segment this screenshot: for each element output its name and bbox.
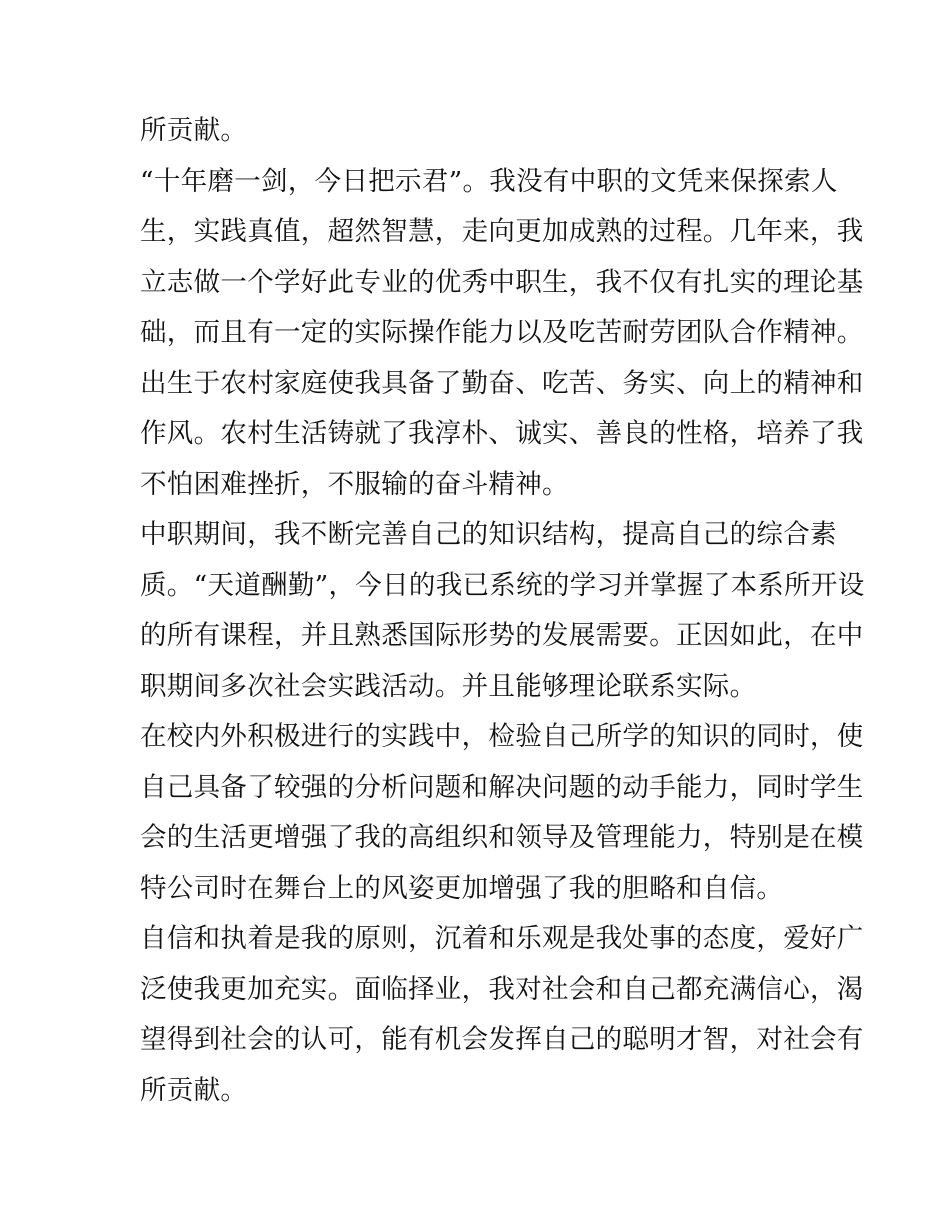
document-body xyxy=(140,106,865,1116)
text-line: “十年磨一剑，今日把示君”。我没有中职的文凭来保探索人 xyxy=(140,165,838,197)
text-line: 立志做一个学好此专业的优秀中职生，我不仅有扎实的理论基 xyxy=(140,266,864,298)
text-line: 所贡献。 xyxy=(140,115,248,146)
text-line: 出生于农村家庭使我具备了勤奋、吃苦、务实、向上的精神和 xyxy=(140,367,864,399)
text-line: 特公司时在舞台上的风姿更加增强了我的胆略和自信。 xyxy=(140,872,784,904)
text-line: 在校内外积极进行的实践中，检验自己所学的知识的同时，使 xyxy=(140,721,864,752)
text-line: 望得到社会的认可，能有机会发挥自己的聪明才智，对社会有 xyxy=(140,1024,864,1055)
text-line: 会的生活更增强了我的高组织和领导及管理能力，特别是在模 xyxy=(140,822,864,853)
text-line: 质。“天道酬勤”，今日的我已系统的学习并掌握了本系所开设 xyxy=(140,569,865,601)
text-line: 作风。农村生活铸就了我淳朴、诚实、善良的性格，培养了我 xyxy=(140,418,864,449)
text-line: 的所有课程，并且熟悉国际形势的发展需要。正因如此，在中 xyxy=(140,620,864,651)
text-line: 础，而且有一定的实际操作能力以及吃苦耐劳团队合作精神。 xyxy=(140,317,864,348)
text-line: 生，实践真值，超然智慧，走向更加成熟的过程。几年来，我 xyxy=(140,216,864,247)
text-line: 职期间多次社会实践活动。并且能够理论联系实际。 xyxy=(140,670,757,702)
text-line: 所贡献。 xyxy=(140,1074,248,1106)
text-line: 泛使我更加充实。面临择业，我对社会和自己都充满信心，渴 xyxy=(140,973,864,1005)
text-line: 自信和执着是我的原则，沉着和乐观是我处事的态度，爱好广 xyxy=(140,923,864,954)
text-line: 中职期间，我不断完善自己的知识结构，提高自己的综合素 xyxy=(140,519,837,550)
text-line: 自己具备了较强的分析问题和解决问题的动手能力，同时学生 xyxy=(140,771,864,803)
text-line: 不怕困难挫折，不服输的奋斗精神。 xyxy=(140,468,569,500)
